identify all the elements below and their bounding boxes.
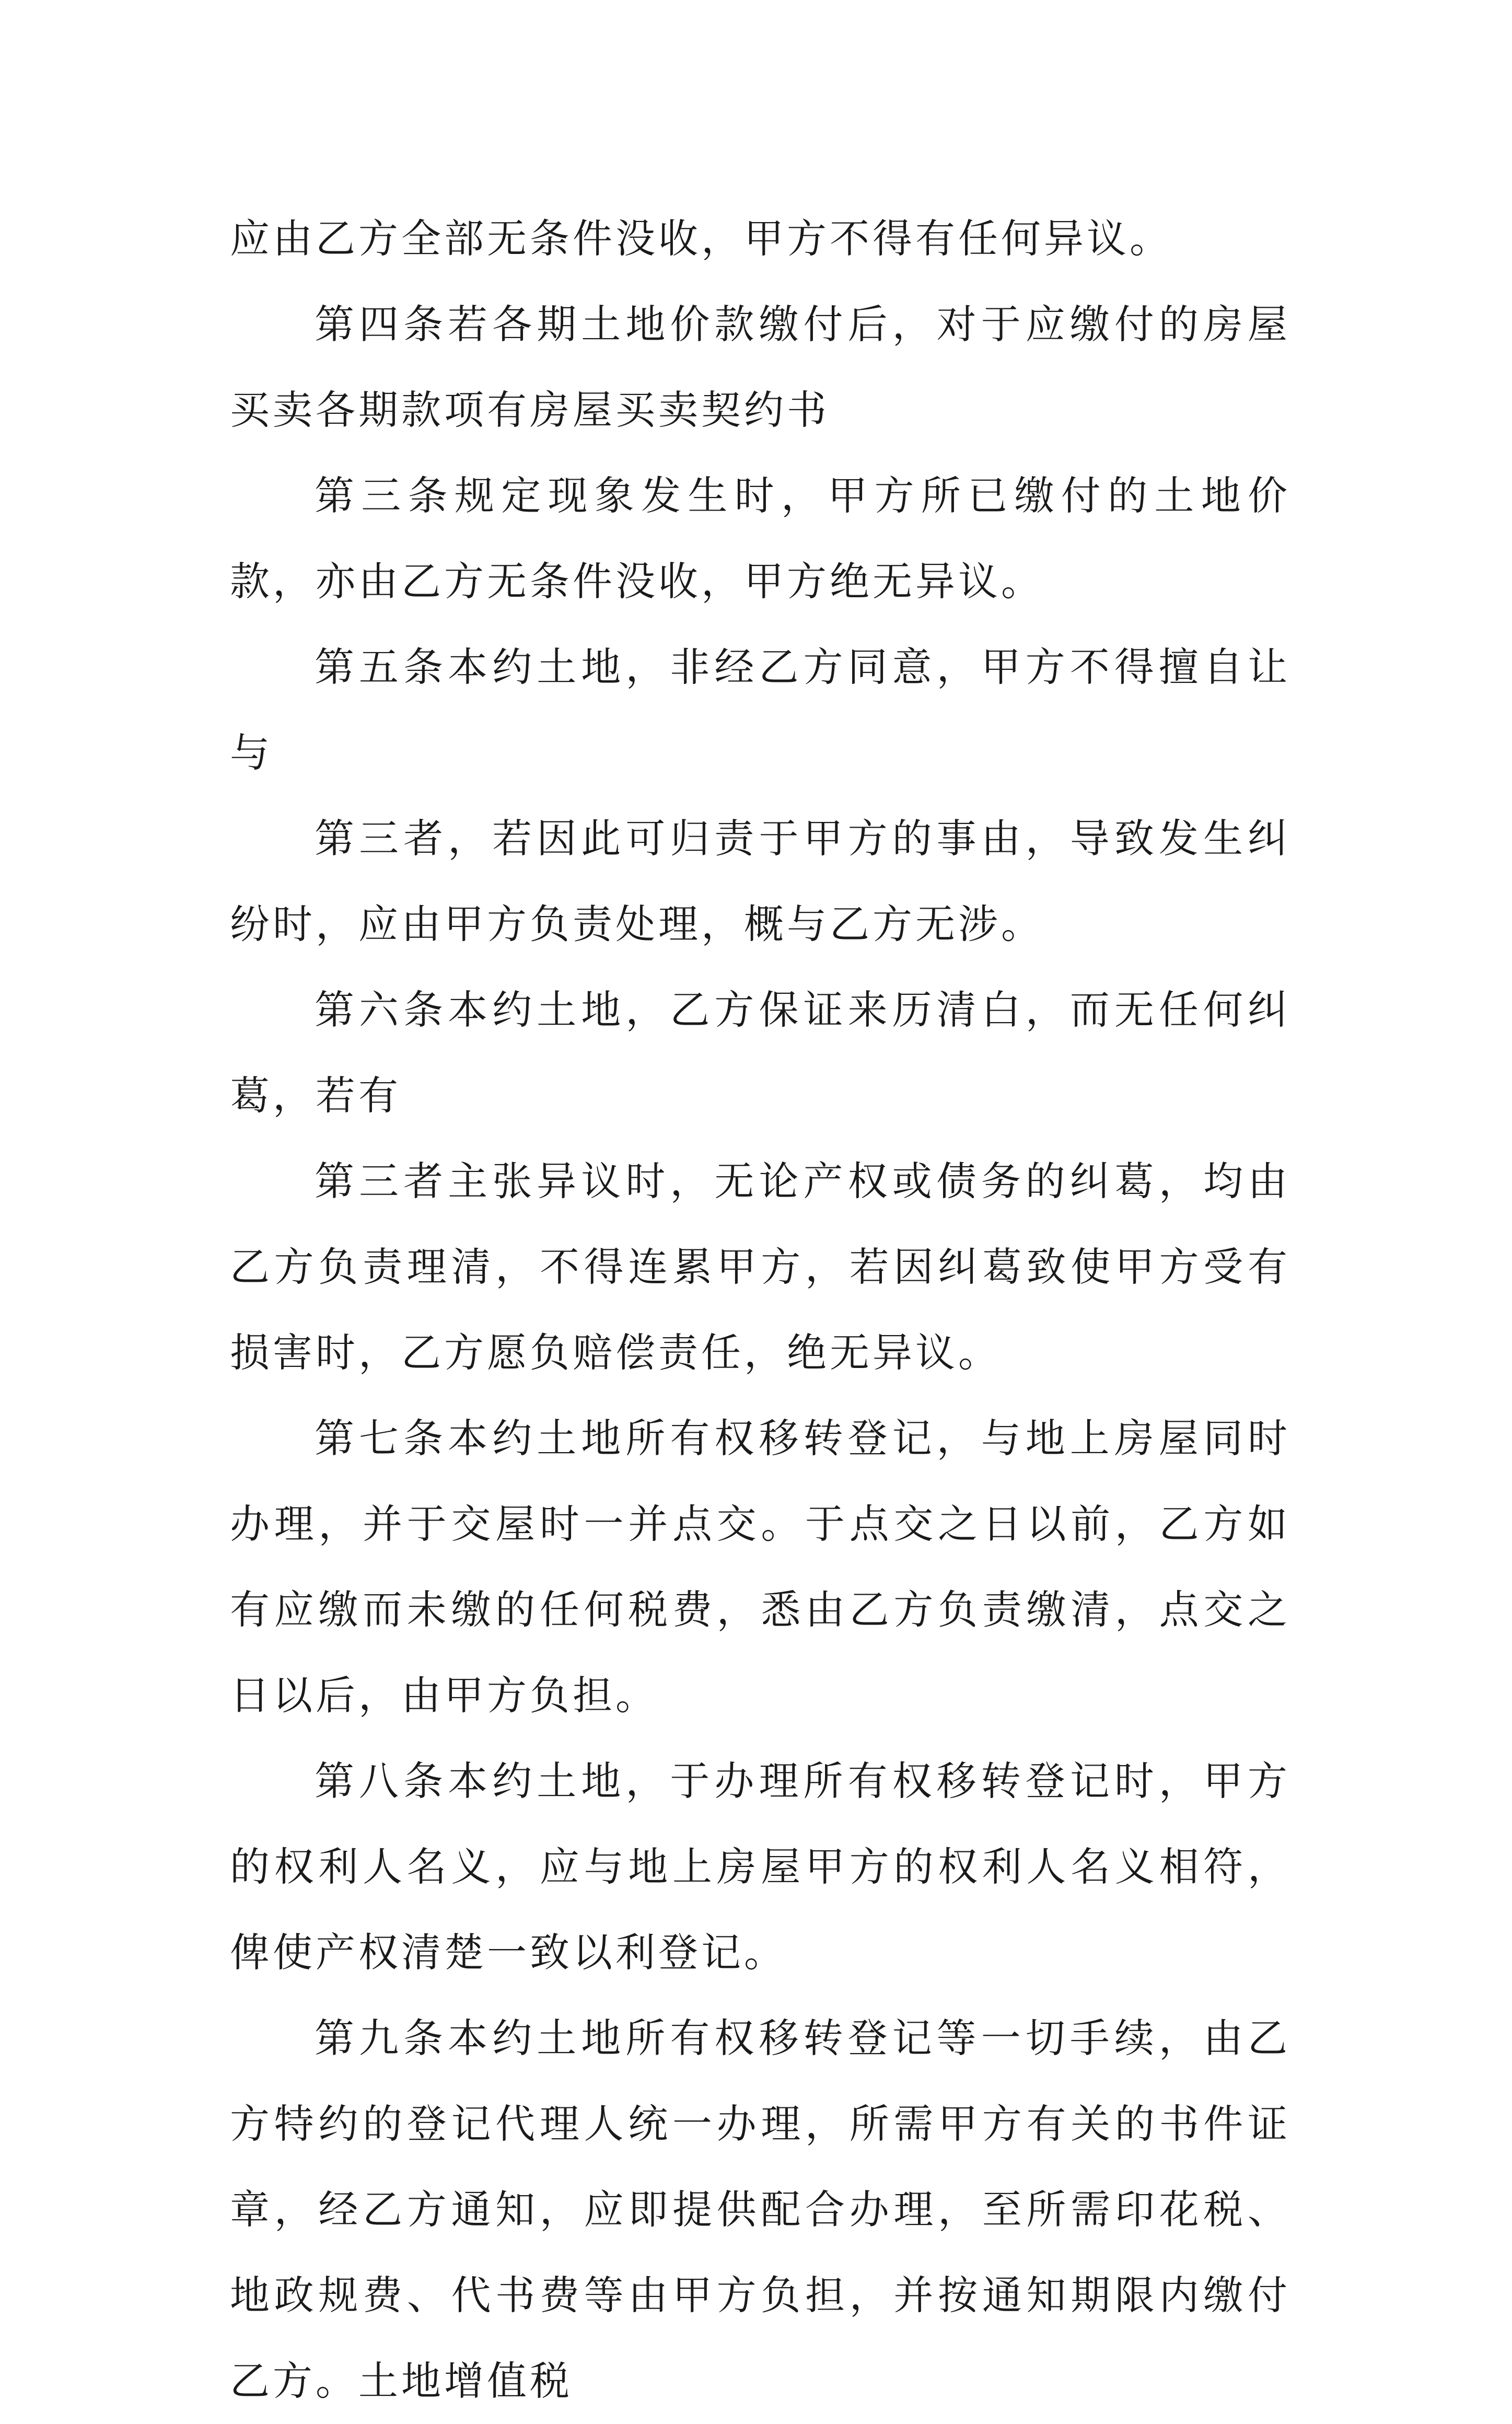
paragraph-article-3-ref: 第三条规定现象发生时，甲方所已缴付的土地价款，亦由乙方无条件没收，甲方绝无异议。: [230, 472, 1290, 605]
paragraph-article-5: 第五条本约土地，非经乙方同意，甲方不得擅自让与: [230, 644, 1290, 776]
paragraph-article-5-cont: 第三者，若因此可归责于甲方的事由，导致发生纠纷时，应由甲方负责处理，概与乙方无涉。: [230, 815, 1290, 947]
paragraph-continuation: 应由乙方全部无条件没收，甲方不得有任何异议。: [230, 215, 1172, 262]
paragraph-article-8: 第八条本约土地，于办理所有权移转登记时，甲方的权利人名义，应与地上房屋甲方的权利人名义相符，俾使产权清楚一致以利登记。: [230, 1758, 1290, 1976]
document-body: [230, 196, 1290, 2424]
paragraph-article-4: 第四条若各期土地价款缴付后，对于应缴付的房屋买卖各期款项有房屋买卖契约书: [230, 301, 1290, 433]
paragraph-article-6-cont: 第三者主张异议时，无论产权或债务的纠葛，均由乙方负责理清，不得连累甲方，若因纠葛致使甲方受有损害时，乙方愿负赔偿责任，绝无异议。: [230, 1158, 1290, 1376]
paragraph-article-9: 第九条本约土地所有权移转登记等一切手续，由乙方特约的登记代理人统一办理，所需甲方有关的书件证章，经乙方通知，应即提供配合办理，至所需印花税、地政规费、代书费等由甲方负担，并按通知期限内缴付乙方。土地增值税: [230, 2015, 1290, 2404]
paragraph-article-7: 第七条本约土地所有权移转登记，与地上房屋同时办理，并于交屋时一并点交。于点交之日以前，乙方如有应缴而未缴的任何税费，悉由乙方负责缴清，点交之日以后，由甲方负担。: [230, 1415, 1290, 1719]
paragraph-article-6: 第六条本约土地，乙方保证来历清白，而无任何纠葛，若有: [230, 987, 1290, 1119]
